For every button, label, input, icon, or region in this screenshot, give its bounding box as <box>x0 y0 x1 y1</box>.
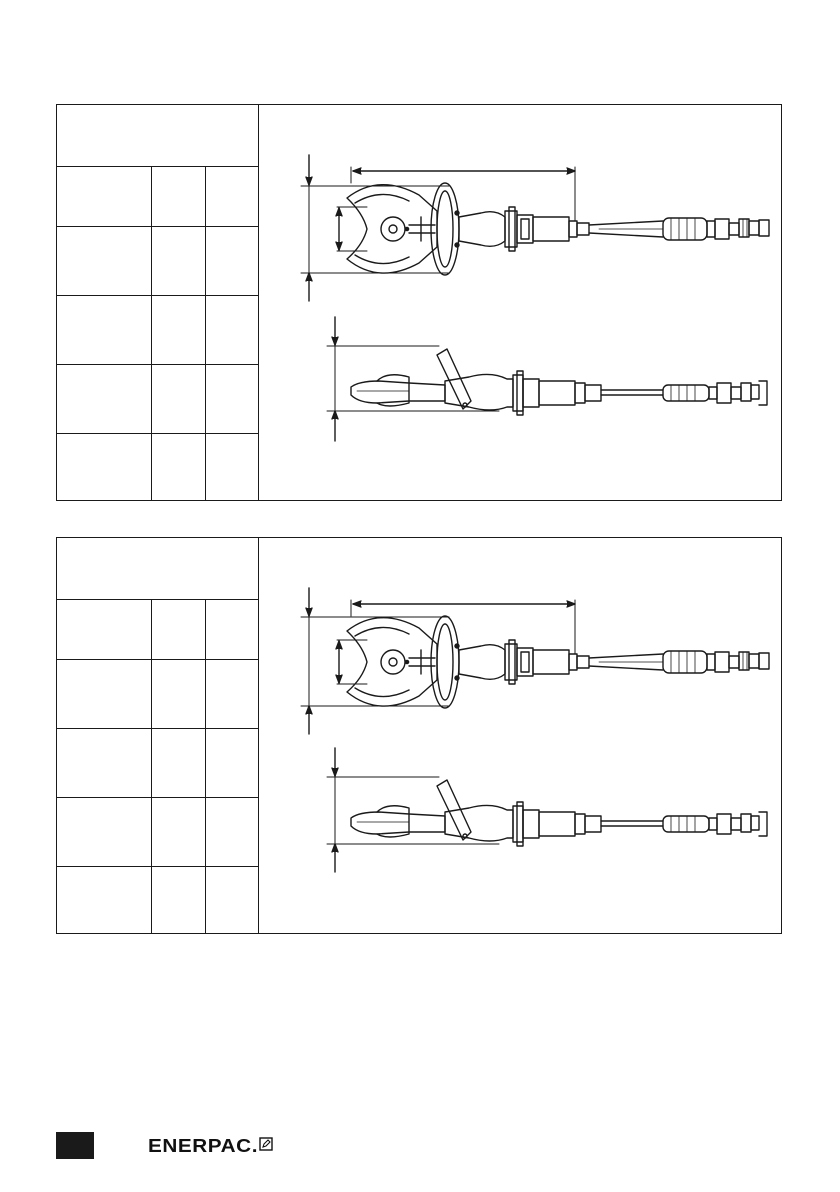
column-divider <box>151 167 152 500</box>
hydraulic-cutter-drawing-icon <box>259 538 781 933</box>
spec-panel-2 <box>56 537 782 934</box>
table-row <box>57 365 259 434</box>
table-header-row <box>57 167 259 227</box>
cutter-drawing-1 <box>259 105 781 500</box>
brand-wordmark: ENERPAC. <box>148 1135 259 1156</box>
table-row <box>57 227 259 296</box>
square-pen-icon <box>259 1137 273 1156</box>
column-divider <box>151 600 152 933</box>
table-header-row <box>57 600 259 660</box>
table-row <box>57 729 259 798</box>
table-row <box>57 798 259 867</box>
hydraulic-cutter-drawing-icon <box>259 105 781 500</box>
cutter-drawing-2 <box>259 538 781 933</box>
column-divider <box>205 167 206 500</box>
table-row <box>57 296 259 365</box>
brand-logo <box>148 1133 273 1159</box>
column-divider <box>205 600 206 933</box>
spec-panel-1 <box>56 104 782 501</box>
spec-table-1 <box>57 105 259 500</box>
page-number-tab <box>56 1132 94 1159</box>
page-footer <box>56 1132 356 1160</box>
table-row <box>57 434 259 501</box>
table-title-cell <box>57 105 259 167</box>
table-row <box>57 660 259 729</box>
table-row <box>57 867 259 934</box>
table-title-cell <box>57 538 259 600</box>
spec-table-2 <box>57 538 259 933</box>
